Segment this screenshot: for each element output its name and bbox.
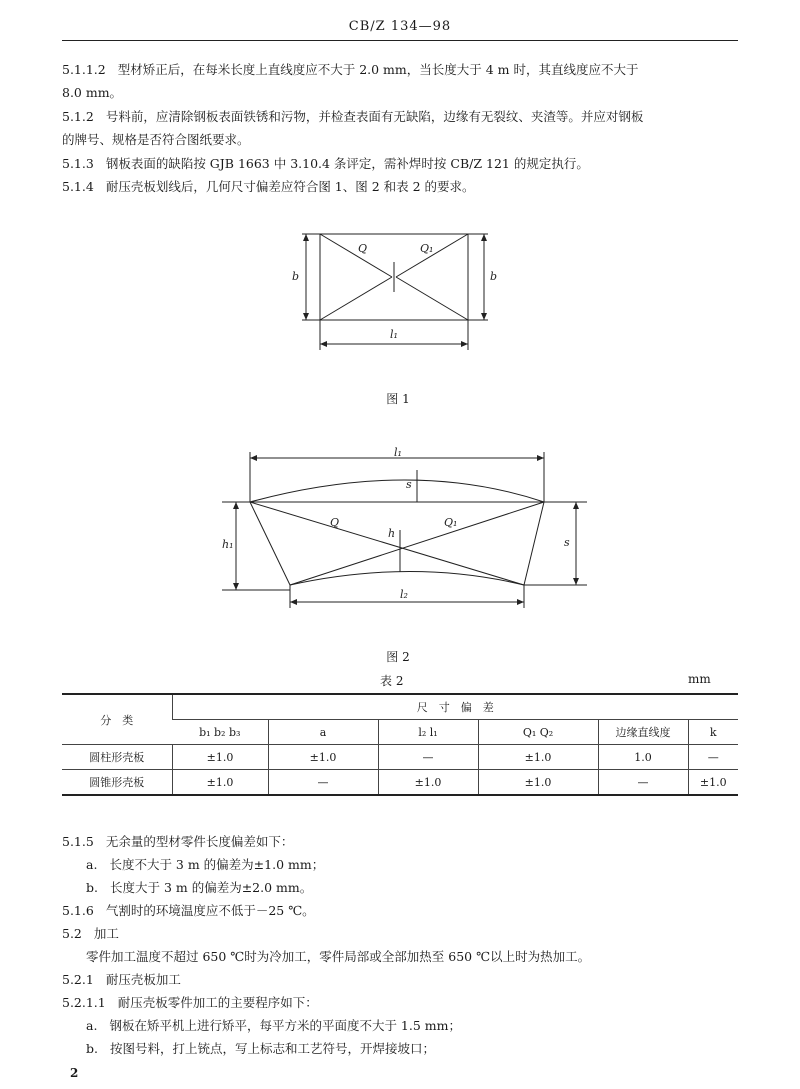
fig2-right-edge — [524, 502, 544, 585]
list-text: 长度不大于 3 m 的偏差为±1.0 mm； — [109, 857, 325, 872]
para-5-1-3 — [62, 152, 752, 175]
table-cell: ±1.0 — [172, 770, 268, 796]
fig2-label-q1: Q₁ — [444, 516, 458, 529]
figure-1 — [280, 222, 510, 357]
clause-text: 耐压壳板划线后，几何尺寸偏差应符合图 1、图 2 和表 2 的要求。 — [105, 179, 475, 194]
list-item-b — [62, 876, 776, 899]
clause-text: 气割时的环境温度应不低于－25 ℃。 — [105, 903, 315, 918]
clause-number: 5.1.6 — [62, 903, 94, 918]
fig2-label-q: Q — [330, 516, 340, 529]
table-row — [62, 745, 738, 770]
clause-number: 5.2.1.1 — [62, 995, 106, 1010]
clause-text: 无余量的型材零件长度偏差如下： — [105, 834, 294, 849]
clause-text: 钢板表面的缺陷按 GJB 1663 中 3.10.4 条评定，需补焊时按 CB/Z 121 的规定执行。 — [105, 156, 589, 171]
table-cell: ±1.0 — [172, 745, 268, 770]
clause-number: 5.2 — [62, 926, 82, 941]
clause-text: 型材矫正后，在每米长度上直线度应不大于 2.0 mm，当长度大于 4 m 时，其直线度应不大于 — [117, 62, 639, 77]
table-head-deviation: 尺 寸 偏 差 — [172, 694, 738, 720]
fig1-label-l: l₁ — [390, 328, 398, 341]
fig1-label-q1: Q₁ — [420, 242, 434, 255]
table-row-name: 圆锥形壳板 — [62, 770, 172, 796]
table-cell: — — [598, 770, 688, 796]
table-row — [62, 770, 738, 796]
list-marker: a. — [86, 857, 98, 872]
list-text: 按图号料，打上铳点，写上标志和工艺符号，开焊接坡口； — [109, 1041, 435, 1056]
fig2-diag — [250, 502, 524, 585]
figure-2 — [222, 440, 592, 610]
list-item-a — [62, 1014, 776, 1037]
para-5-1-6 — [62, 899, 752, 922]
figure-1-caption: 图 1 — [386, 392, 410, 406]
para-5-1-1-2 — [62, 58, 752, 81]
clause-number: 5.1.2 — [62, 109, 94, 124]
clause-text: 耐压壳板加工 — [105, 972, 181, 987]
page-header — [62, 14, 738, 41]
figure-2-caption: 图 2 — [386, 650, 410, 664]
list-text: 钢板在矫平机上进行矫平，每平方米的平面度不大于 1.5 mm； — [109, 1018, 461, 1033]
clause-text: 零件加工温度不超过 650 ℃时为冷加工，零件局部或全部加热至 650 ℃以上时为热加工。 — [86, 949, 591, 964]
fig2-top-arc — [250, 480, 544, 502]
table-head-category: 分 类 — [62, 694, 172, 745]
fig2-label-mid: h — [388, 527, 396, 540]
clause-number: 5.1.1.2 — [62, 62, 106, 77]
table-head-cell: k — [688, 720, 738, 745]
page-number: 2 — [70, 1066, 79, 1080]
clause-number: 5.1.3 — [62, 156, 94, 171]
para-5-1-2 — [62, 105, 752, 128]
table-cell: — — [378, 745, 478, 770]
para-5-1-4 — [62, 175, 752, 198]
list-marker: b. — [86, 1041, 98, 1056]
para-5-1-2-cont — [62, 128, 752, 151]
table-2 — [62, 693, 738, 796]
list-marker: a. — [86, 1018, 98, 1033]
table-cell: ±1.0 — [478, 770, 598, 796]
fig1-label-b-left: b — [292, 270, 300, 283]
table-cell: ±1.0 — [378, 770, 478, 796]
list-text: 长度大于 3 m 的偏差为±2.0 mm。 — [109, 880, 313, 895]
clause-text: 耐压壳板零件加工的主要程序如下： — [117, 995, 318, 1010]
fig1-label-b-right: b — [490, 270, 498, 283]
clause-text: 加工 — [93, 926, 119, 941]
clause-text: 的牌号、规格是否符合图纸要求。 — [62, 132, 250, 147]
list-item-b — [62, 1037, 776, 1060]
fig2-diag — [290, 502, 544, 585]
fig2-label-left: h₁ — [222, 538, 234, 551]
fig2-label-top: l₁ — [394, 446, 402, 459]
fig1-diag — [396, 277, 468, 320]
table-cell: ±1.0 — [478, 745, 598, 770]
standard-code: CB/Z 134—98 — [348, 19, 452, 34]
table-header-row-1 — [62, 694, 738, 720]
table-head-cell: 边缘直线度 — [598, 720, 688, 745]
fig2-label-right: s — [564, 536, 570, 549]
fig1-diag — [396, 234, 468, 277]
table-cell: ±1.0 — [688, 770, 738, 796]
list-marker: b. — [86, 880, 98, 895]
para-5-1-1-2-cont — [62, 81, 752, 104]
table-cell: — — [688, 745, 738, 770]
list-item-a — [62, 853, 776, 876]
table-cell: ±1.0 — [268, 745, 378, 770]
table-head-cell: a — [268, 720, 378, 745]
section-5-2-1 — [62, 968, 752, 991]
fig1-diag — [320, 234, 392, 277]
clause-text: 号料前，应清除钢板表面铁锈和污物，并检查表面有无缺陷，边缘有无裂纹、夹渣等。并应对钢板 — [105, 109, 644, 124]
fig2-label-bottom: l₂ — [400, 588, 408, 601]
table-head-cell: Q₁ Q₂ — [478, 720, 598, 745]
fig1-diag — [320, 277, 392, 320]
fig2-label-sag: s — [406, 478, 412, 491]
table-cell: 1.0 — [598, 745, 688, 770]
clause-number: 5.1.5 — [62, 834, 94, 849]
fig2-left-edge — [250, 502, 290, 585]
clause-text: 8.0 mm。 — [62, 85, 123, 100]
table-head-cell: b₁ b₂ b₃ — [172, 720, 268, 745]
clause-number: 5.2.1 — [62, 972, 94, 987]
table-row-name: 圆柱形壳板 — [62, 745, 172, 770]
para-5-2-body — [62, 945, 776, 968]
table-2-unit: mm — [688, 672, 711, 686]
clause-number: 5.1.4 — [62, 179, 94, 194]
table-2-title: 表 2 — [380, 674, 404, 688]
table-cell: — — [268, 770, 378, 796]
para-5-2-1-1 — [62, 991, 752, 1014]
section-5-2 — [62, 922, 752, 945]
para-5-1-5 — [62, 830, 752, 853]
fig1-label-q: Q — [358, 242, 368, 255]
table-head-cell: l₂ l₁ — [378, 720, 478, 745]
